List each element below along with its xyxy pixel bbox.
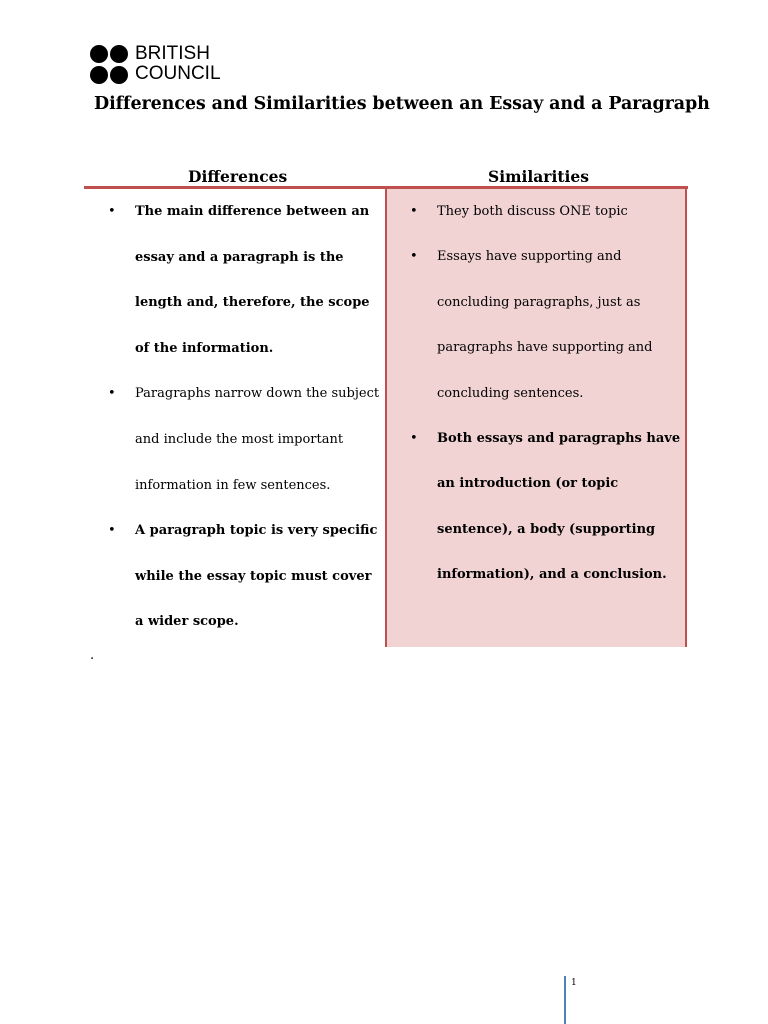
- similarities-item-text: Essays have supporting and concluding paragraphs, just as paragraphs have supporting and concluding sentences.: [437, 249, 653, 401]
- logo-line-2: COUNCIL: [135, 63, 221, 84]
- differences-heading: Differences: [188, 167, 288, 186]
- differences-item: [108, 371, 384, 508]
- differences-item-text: Paragraphs narrow down the subject and include the most important information in few sentences.: [135, 386, 380, 493]
- similarities-item: [410, 234, 682, 416]
- bullet-icon: •: [410, 204, 418, 219]
- differences-item: [108, 508, 384, 645]
- logo-line-1: BRITISH: [135, 43, 210, 64]
- similarities-item-text: They both discuss ONE topic: [437, 204, 628, 219]
- similarities-item: [410, 416, 682, 598]
- logo-wordmark: [135, 44, 221, 84]
- trailing-period: .: [90, 648, 95, 663]
- differences-list: [108, 189, 384, 645]
- bullet-icon: •: [108, 386, 116, 402]
- bullet-icon: •: [410, 249, 418, 265]
- differences-item-text: A paragraph topic is very specific while the essay topic must cover a wider scope.: [135, 523, 378, 630]
- bullet-icon: •: [108, 204, 116, 219]
- similarities-heading: Similarities: [488, 167, 589, 186]
- bullet-icon: •: [410, 431, 418, 447]
- british-council-logo: [90, 44, 221, 84]
- logo-dot: [110, 45, 128, 63]
- bullet-icon: •: [108, 523, 116, 539]
- differences-item: [108, 189, 384, 371]
- logo-dot: [90, 45, 108, 63]
- logo-dots-icon: [90, 45, 128, 84]
- logo-dot: [110, 66, 128, 84]
- page-number-rule: [564, 976, 566, 1024]
- page-number: 1: [571, 978, 577, 988]
- similarities-item: [410, 189, 682, 234]
- differences-item-text: The main difference between an essay and a paragraph is the length and, therefore, the scope of the information.: [135, 204, 370, 356]
- similarities-item-text: Both essays and paragraphs have an introduction (or topic sentence), a body (supporting information), and a conclusion.: [437, 431, 681, 583]
- page-title: Differences and Similarities between an Essay and a Paragraph: [94, 94, 710, 114]
- similarities-list: [410, 189, 682, 598]
- logo-dot: [90, 66, 108, 84]
